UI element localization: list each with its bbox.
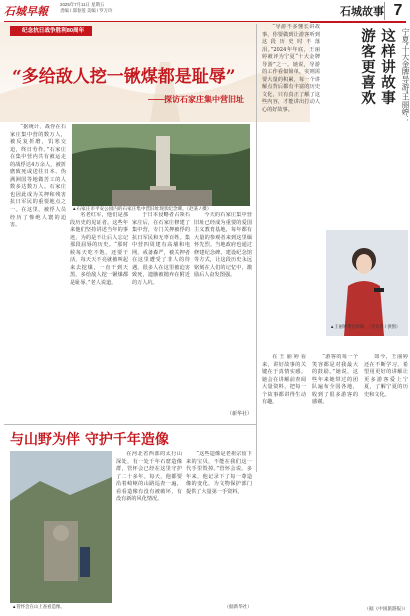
header-divider: [384, 2, 385, 20]
memorial-photo: [72, 124, 250, 206]
editor-credit: 责编 / 邵春莲 美编 / 罗万玲: [60, 7, 113, 13]
article1-headline: “多给敌人挖一锹煤都是耻辱”: [12, 67, 236, 87]
article1-body-col1: “据统计，战俘在石家庄集中营的数万人，被反复折磨，饥寒交迫，终日劳作。”石家庄在集中营内共有被运走的战俘达4万余人，被折磨致死或送往日本、伪满洲国等地做苦工的人数多达数万人。石家庄也因此成为关押和残害抗日军民的重要地点之一。在这里，被俘人员经历了惨绝人寰的迫害。: [10, 124, 66, 229]
issue-date: 2025年7月11日 星期五: [60, 2, 105, 7]
guide-photo: [326, 230, 408, 336]
statue-photo: [10, 451, 112, 603]
sidebar-title-col1: 这样讲故事: [379, 28, 396, 106]
sidebar-source: （据《中国旅游报》）: [364, 607, 408, 612]
masthead-logo: 石城早報: [4, 5, 48, 18]
guide-photo-caption: ▲王丽婷带团讲解。（受访者 / 供图）: [330, 324, 401, 329]
section-title: 石城故事: [322, 2, 384, 22]
sidebar-body-col1: “导游不多懂长讲故事，你要做到让游客听到这段历史时不落泪。”2024年年底，王丽婷被评为宁夏“十大金牌导游”之一。她说，导游的工作看似简单，实则需要大量的积累，每一个讲解点背后都有丰富的历史文化，只有真正了解了这些内容，才能讲出打动人心的好故事。: [262, 24, 320, 114]
article2-body-col2: “这些造像是老祖宗留下来的宝贝，不能在我们这一代手里毁掉。”管怀会说。多年来，他记录下了每一尊造像的变化，为文物保护部门提供了大量第一手资料。: [186, 451, 252, 495]
sidebar-title-col2: 游客更喜欢: [359, 28, 376, 106]
issue-meta: [60, 2, 200, 13]
article2-headline: 与山野为伴 守护千年造像: [10, 432, 169, 448]
page-number: 7: [393, 2, 403, 19]
article1-body-col4: 今天的石家庄集中营旧址已经成为重要的爱国主义教育基地，每年都有大量的参观者来到这里缅怀先烈。当地政府也通过修建纪念碑、建设纪念馆等方式，让这段历史永远铭刻在人们的记忆中，激励后人奋发图强。: [194, 212, 252, 279]
statue-photo-caption: ▲管怀会在山上查看造像。: [12, 604, 65, 609]
article1-body-col2: 名老红军，他们是那段历史的见证者。这些年来他们坚持讲述当年的事迹，为的是不让后人忘记那段屈辱的历史。“那时候每天吃不饱，还要干活，每天天不亮就被叫起来去挖煤，一直干到天黑，多给敌人挖一锹煤都是耻辱。”老人说道。: [70, 212, 128, 286]
article1-byline: （新华社）: [226, 411, 252, 417]
sidebar-body-col3: “游客的每一个笑容都是对我最大的鼓励。”她说，这些年来她带过的团队遍布全国各地，收到了很多游客的感谢。: [312, 354, 358, 406]
article2-body-col1: 在河北省西部的太行山深处，有一处千年石窟造像群，管怀会已经在这里守护了二十多年。每天，他都要沿着崎岖的山路巡查一遍，看看造像有没有被破坏，有没有新的风化情况。: [116, 451, 182, 503]
memorial-photo-caption: ▲石家庄市平安公园内的石家庄集中营旧址现状纪念碑。（赵某 / 摄）: [72, 206, 212, 211]
article2-byline: （据新华社）: [224, 605, 252, 610]
anniversary-banner: 纪念抗日战争胜利80周年: [10, 26, 92, 36]
article1-subheadline: ——探访石家庄集中营旧址: [148, 95, 244, 104]
article1-body-col3: 于日本侵略者占领石家庄后，在石家庄修建了集中营，专门关押被俘的抗日军民和无辜百姓。集中营四周建有高墙和电网，戒备森严，被关押者在这里遭受了非人的待遇。很多人在这里被迫害致死，遗骸被抛弃在附近的万人坑。: [132, 212, 190, 286]
column-divider: [256, 24, 257, 472]
article-divider: [4, 424, 256, 425]
sidebar-body-col4: 如今，王丽婷还在不断学习，希望用更好的讲解让更多游客爱上宁夏，了解宁夏的历史和文化。: [364, 354, 408, 398]
sidebar-subtitle: 宁夏“十大金牌导游”王丽婷：: [401, 28, 410, 123]
sidebar-body-col2: 在王丽婷看来，讲好故事的关键在于真情实感。她会在讲解前查阅大量资料，把每一个故事都讲得生动有趣。: [262, 354, 306, 406]
